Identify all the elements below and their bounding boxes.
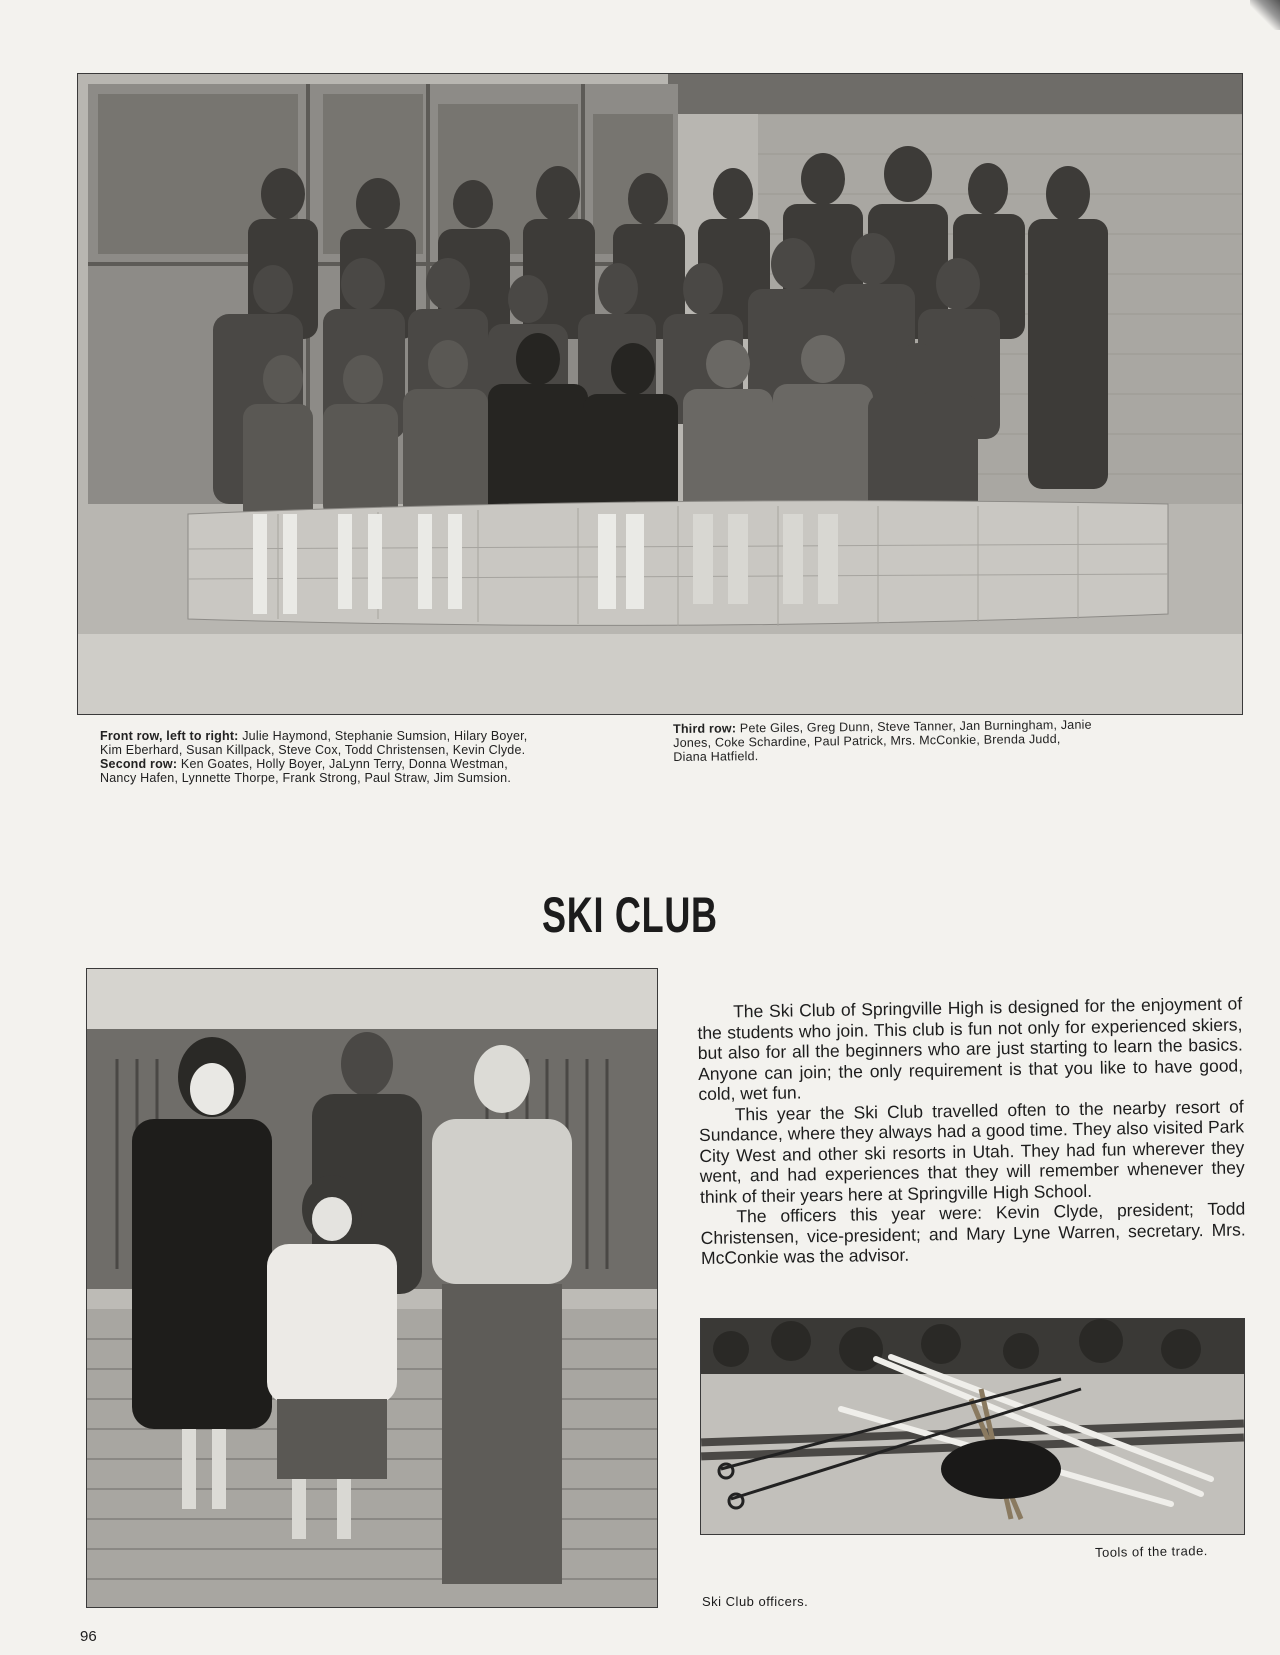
tools-photo <box>700 1318 1245 1535</box>
front-row-label: Front row, left to right: <box>100 729 239 743</box>
third-row-names: Pete Giles, Greg Dunn, Steve Tanner, Jan Burningham, Janie <box>739 717 1092 736</box>
body-text <box>697 993 1246 1268</box>
front-row-names: Julie Haymond, Stephanie Sumsion, Hilary Boyer, <box>242 729 528 743</box>
second-row-names-2: Nancy Hafen, Lynnette Thorpe, Frank Strong, Paul Straw, Jim Sumsion. <box>100 771 512 785</box>
officers-photo <box>86 968 658 1608</box>
front-row-names-2: Kim Eberhard, Susan Killpack, Steve Cox, Todd Christensen, Kevin Clyde. <box>100 743 526 757</box>
body-paragraph-3: The officers this year were: Kevin Clyde, president; Todd Christensen, vice-president; and Mary Lyne Warren, secretary. Mrs. McConkie was the advisor. <box>700 1198 1246 1268</box>
second-row-label: Second row: <box>100 757 178 771</box>
body-paragraph-1: The Ski Club of Springville High is designed for the enjoyment of the students who join. This club is fun not only for experienced skiers, but also for all the beginners who are just starting to learn the basics. Anyone can join; the only requirement is that you like to have good, cold, wet fun. <box>697 993 1244 1104</box>
third-row-label: Third row: <box>673 721 737 736</box>
body-paragraph-2: This year the Ski Club travelled often to the nearby resort of Sundance, where they always had a good time. They also visited Park City West and other ski resorts in Utah. They had fun wherever they went, and had experiences that they will remember whenever they think of their years here at Springville High School. <box>698 1095 1245 1207</box>
group-caption-left <box>100 729 635 785</box>
second-row-names: Ken Goates, Holly Boyer, JaLynn Terry, Donna Westman, <box>180 757 508 771</box>
tools-caption: Tools of the trade. <box>1094 1543 1208 1560</box>
page-title: SKI CLUB <box>542 887 718 943</box>
group-photo <box>77 73 1243 715</box>
page-curl <box>1250 0 1280 30</box>
third-row-names-2: Jones, Coke Schardine, Paul Patrick, Mrs. McConkie, Brenda Judd, <box>673 731 1061 750</box>
page-number: 96 <box>80 1628 97 1645</box>
third-row-names-3: Diana Hatfield. <box>673 749 759 764</box>
officers-caption: Ski Club officers. <box>702 1594 809 1609</box>
group-caption-right <box>673 716 1238 764</box>
